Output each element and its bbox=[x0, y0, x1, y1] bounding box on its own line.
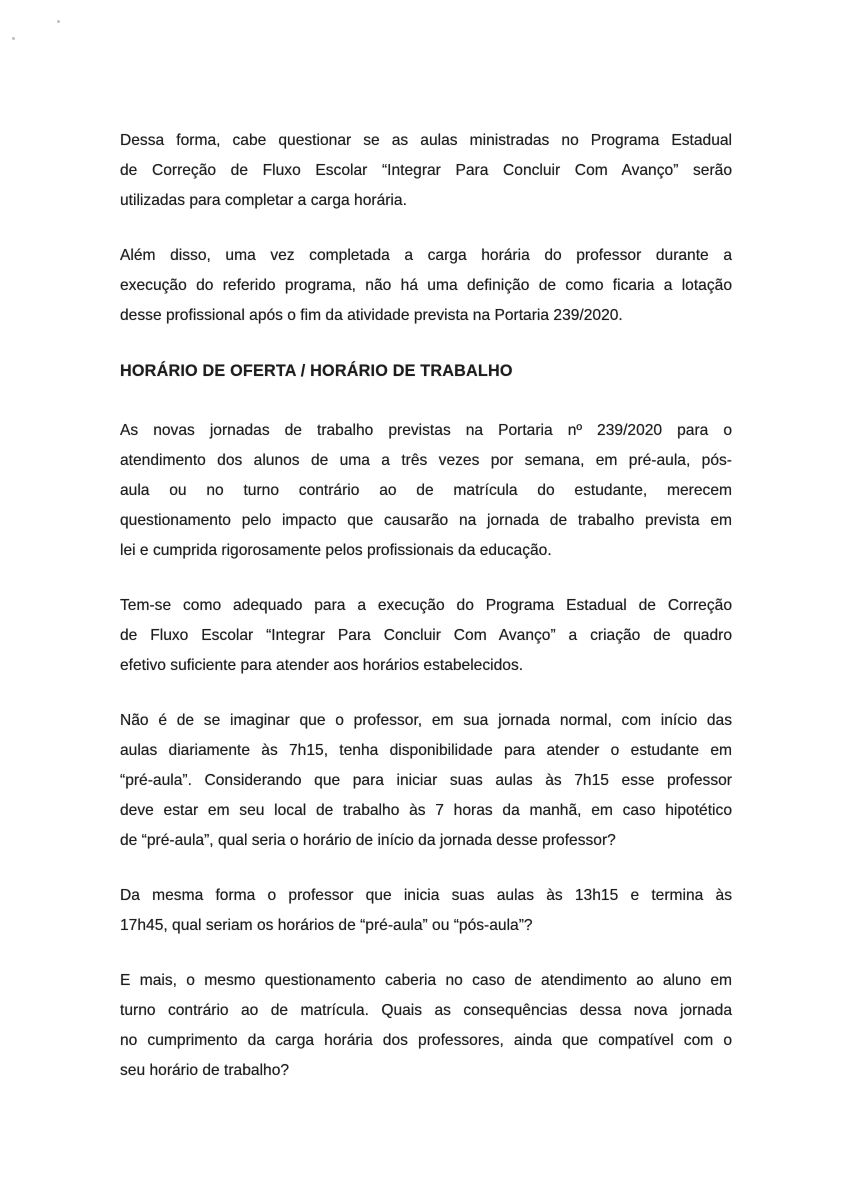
paragraph-7 bbox=[120, 966, 732, 1086]
text-line: Dessa forma, cabe questionar se as aulas ministradas no Programa Estadual bbox=[120, 132, 732, 149]
paragraph-5 bbox=[120, 706, 732, 856]
text-line: Além disso, uma vez completada a carga horária do professor durante a bbox=[120, 247, 732, 264]
text-line: de Fluxo Escolar “Integrar Para Concluir Com Avanço” a criação de quadro bbox=[120, 627, 732, 644]
paragraph-2 bbox=[120, 241, 732, 331]
text-line: seu horário de trabalho? bbox=[120, 1062, 290, 1079]
text-line: Tem-se como adequado para a execução do Programa Estadual de Correção bbox=[120, 597, 732, 614]
text-line: utilizadas para completar a carga horária. bbox=[120, 192, 407, 209]
text-line: “pré-aula”. Considerando que para iniciar suas aulas às 7h15 esse professor bbox=[120, 772, 732, 789]
paragraph-4 bbox=[120, 591, 732, 681]
scan-speck bbox=[57, 20, 60, 23]
text-line: deve estar em seu local de trabalho às 7 horas da manhã, em caso hipotético bbox=[120, 802, 732, 819]
text-line: efetivo suficiente para atender aos horários estabelecidos. bbox=[120, 657, 524, 674]
paragraph-6 bbox=[120, 881, 732, 941]
text-line: As novas jornadas de trabalho previstas na Portaria nº 239/2020 para o bbox=[120, 422, 732, 439]
text-line: atendimento dos alunos de uma a três vezes por semana, em pré-aula, pós- bbox=[120, 452, 732, 469]
section-heading: HORÁRIO DE OFERTA / HORÁRIO DE TRABALHO bbox=[120, 362, 513, 380]
text-line: 17h45, qual seriam os horários de “pré-aula” ou “pós-aula”? bbox=[120, 917, 533, 934]
document-content bbox=[120, 126, 732, 1111]
paragraph-3 bbox=[120, 416, 732, 566]
text-line: turno contrário ao de matrícula. Quais as consequências dessa nova jornada bbox=[120, 1002, 732, 1019]
text-line: aulas diariamente às 7h15, tenha disponibilidade para atender o estudante em bbox=[120, 742, 732, 759]
paragraph-1 bbox=[120, 126, 732, 216]
scan-speck bbox=[12, 37, 15, 40]
text-line: de Correção de Fluxo Escolar “Integrar Para Concluir Com Avanço” serão bbox=[120, 162, 732, 179]
text-line: desse profissional após o fim da atividade prevista na Portaria 239/2020. bbox=[120, 307, 623, 324]
text-line: Da mesma forma o professor que inicia suas aulas às 13h15 e termina às bbox=[120, 887, 732, 904]
text-line: E mais, o mesmo questionamento caberia no caso de atendimento ao aluno em bbox=[120, 972, 732, 989]
text-line: Não é de se imaginar que o professor, em sua jornada normal, com início das bbox=[120, 712, 732, 729]
text-line: questionamento pelo impacto que causarão na jornada de trabalho prevista em bbox=[120, 512, 732, 529]
text-line: de “pré-aula”, qual seria o horário de início da jornada desse professor? bbox=[120, 832, 616, 849]
text-line: execução do referido programa, não há uma definição de como ficaria a lotação bbox=[120, 277, 732, 294]
text-line: aula ou no turno contrário ao de matrícula do estudante, merecem bbox=[120, 482, 732, 499]
text-line: no cumprimento da carga horária dos professores, ainda que compatível com o bbox=[120, 1032, 732, 1049]
text-line: lei e cumprida rigorosamente pelos profissionais da educação. bbox=[120, 542, 552, 559]
